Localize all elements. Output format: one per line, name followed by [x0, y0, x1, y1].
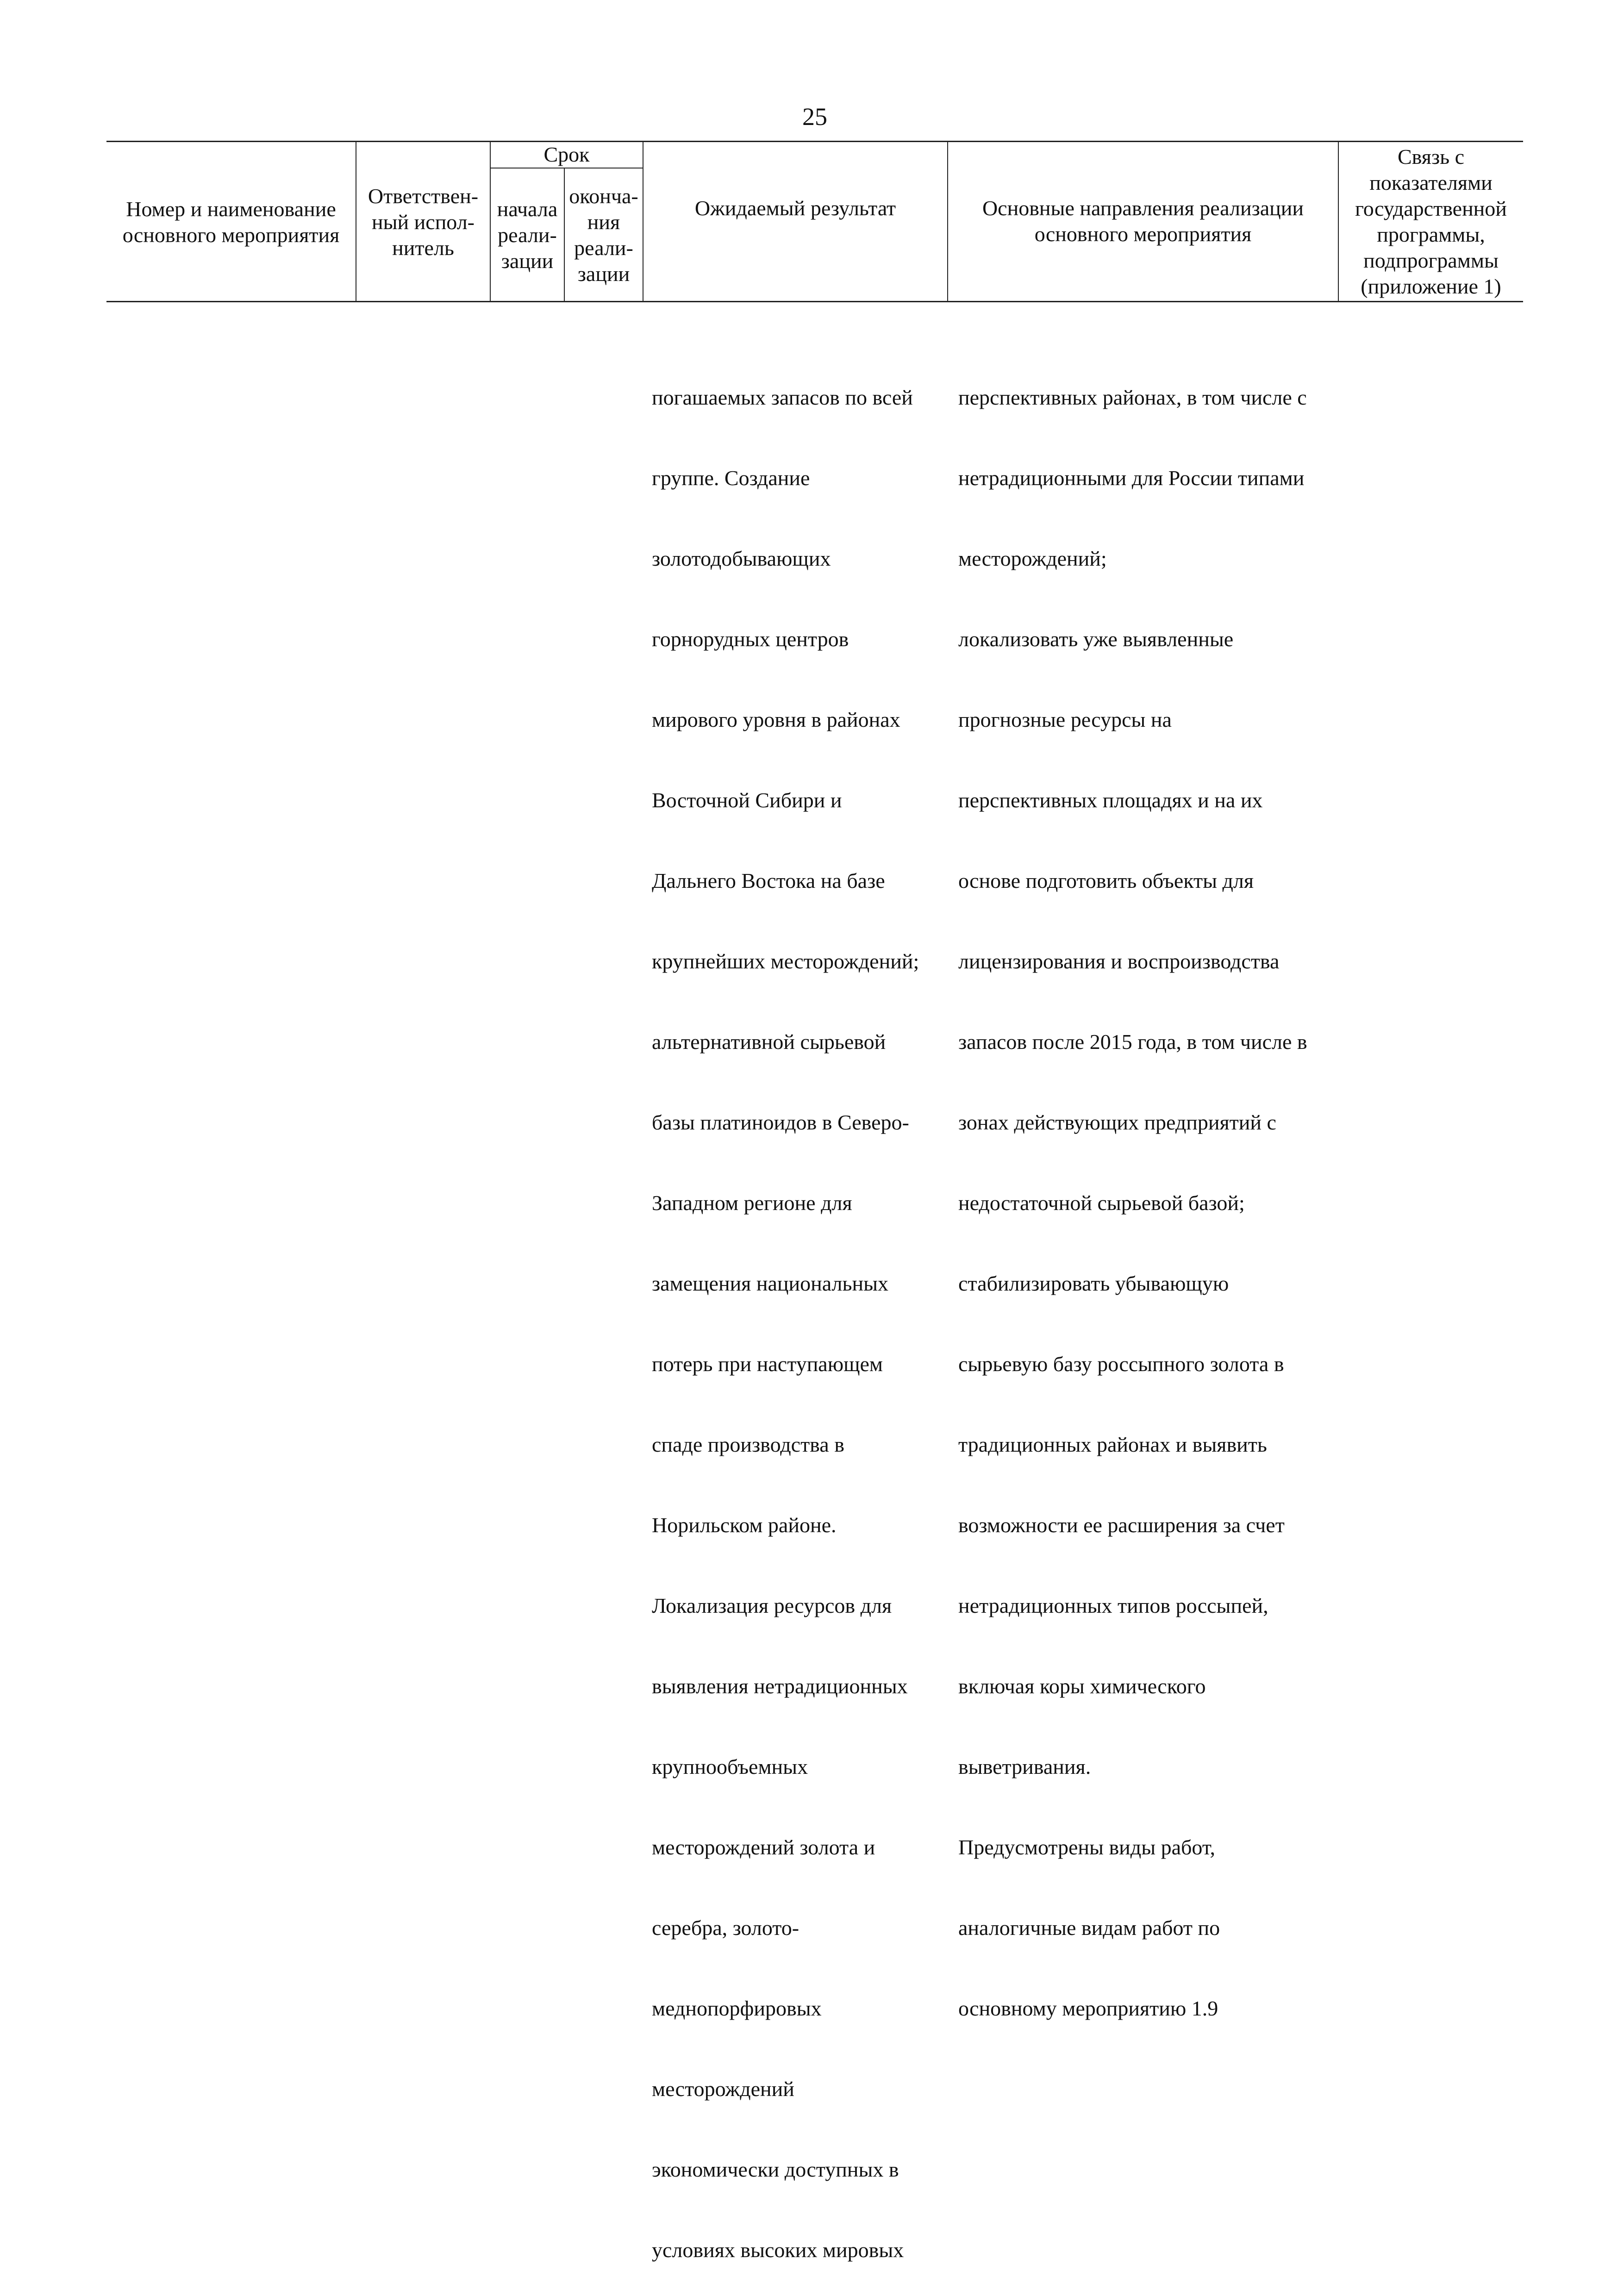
- expected-result-cell: [652, 331, 953, 2296]
- expected-result-line: месторождений: [652, 2077, 794, 2101]
- directions-line: нетрадиционных типов россыпей,: [958, 1594, 1268, 1617]
- expected-result-line: Западном регионе для: [652, 1191, 852, 1215]
- header-col-indicators-link: [1339, 143, 1523, 301]
- header-col-executor-line: Ответствен-: [368, 184, 479, 208]
- header-col-start-line: зации: [501, 249, 554, 273]
- header-col-indicators-link-line: показателями: [1369, 171, 1493, 194]
- header-col-executor-line: нитель: [392, 236, 454, 260]
- directions-line: перспективных районах, в том числе с: [958, 386, 1307, 409]
- expected-result-line: серебра, золото-: [652, 1916, 800, 1940]
- expected-result-line: горнорудных центров: [652, 627, 849, 651]
- header-col-indicators-link-line: Связь с: [1397, 145, 1465, 168]
- header-col-indicators-link-line: подпрограммы: [1363, 249, 1499, 272]
- directions-line: прогнозные ресурсы на: [958, 708, 1172, 731]
- table-header: [106, 141, 1523, 303]
- expected-result-line: мирового уровня в районах: [652, 708, 900, 731]
- directions-line: нетрадиционными для России типами: [958, 466, 1305, 490]
- expected-result-line: потерь при наступающем: [652, 1352, 883, 1376]
- header-col-directions: [948, 168, 1338, 276]
- header-col-end-line: оконча-: [569, 184, 638, 208]
- expected-result-line: экономически доступных в: [652, 2158, 899, 2181]
- header-col-end-line: зации: [577, 262, 630, 286]
- directions-line: запасов после 2015 года, в том числе в: [958, 1030, 1307, 1054]
- expected-result-line: погашаемых запасов по всей: [652, 386, 913, 409]
- header-col-end: [565, 169, 643, 301]
- directions-line: локализовать уже выявленные: [958, 627, 1234, 651]
- header-col-executor-line: ный испол-: [372, 210, 475, 234]
- expected-result-line: Восточной Сибири и: [652, 788, 842, 812]
- directions-line: основному мероприятию 1.9: [958, 1997, 1218, 2020]
- directions-line: аналогичные видам работ по: [958, 1916, 1220, 1940]
- expected-result-line: Локализация ресурсов для: [652, 1594, 892, 1617]
- expected-result-line: группе. Создание: [652, 466, 810, 490]
- header-col-expected-result: [643, 168, 947, 276]
- header-col-expected-result-line: Ожидаемый результат: [694, 196, 896, 220]
- header-col-indicators-link-line: (приложение 1): [1361, 275, 1501, 298]
- directions-line: зонах действующих предприятий с: [958, 1111, 1276, 1134]
- expected-result-line: замещения национальных: [652, 1272, 889, 1295]
- expected-result-line: условиях высоких мировых: [652, 2238, 904, 2262]
- directions-line: выветривания.: [958, 1755, 1091, 1778]
- expected-result-line: крупнейших месторождений;: [652, 949, 919, 973]
- header-col-measure-name: [106, 168, 356, 276]
- expected-result-line: крупнообъемных: [652, 1755, 808, 1778]
- header-col-indicators-link-line: государственной: [1355, 197, 1507, 220]
- directions-line: лицензирования и воспроизводства: [958, 949, 1280, 973]
- expected-result-line: меднопорфировых: [652, 1997, 822, 2020]
- expected-result-line: спаде производства в: [652, 1433, 844, 1456]
- header-col-start-line: начала: [497, 197, 558, 221]
- expected-result-line: базы платиноидов в Северо-: [652, 1111, 909, 1134]
- directions-line: включая коры химического: [958, 1674, 1206, 1698]
- directions-line: основе подготовить объекты для: [958, 869, 1254, 892]
- header-group-term: Срок: [543, 143, 590, 166]
- directions-line: Предусмотрены виды работ,: [958, 1835, 1215, 1859]
- directions-line: недостаточной сырьевой базой;: [958, 1191, 1245, 1215]
- header-col-executor: [356, 168, 490, 276]
- expected-result-line: альтернативной сырьевой: [652, 1030, 886, 1054]
- header-col-measure-name-line: Номер и наименование: [126, 197, 336, 221]
- header-col-indicators-link-line: программы,: [1377, 223, 1485, 246]
- expected-result-line: Дальнего Востока на базе: [652, 869, 885, 892]
- header-col-directions-line: Основные направления реализации: [982, 196, 1304, 220]
- expected-result-line: золотодобывающих: [652, 547, 831, 570]
- header-col-start-line: реали-: [498, 223, 557, 247]
- directions-line: перспективных площадях и на их: [958, 788, 1263, 812]
- header-col-end-line: реали-: [574, 236, 633, 260]
- directions-cell: [958, 331, 1347, 2049]
- expected-result-line: выявления нетрадиционных: [652, 1674, 908, 1698]
- header-col-start: [491, 169, 564, 301]
- directions-line: стабилизировать убывающую: [958, 1272, 1229, 1295]
- header-col-measure-name-line: основного мероприятия: [122, 223, 340, 247]
- header-top-rule: [106, 141, 1523, 142]
- header-bottom-rule: [106, 301, 1523, 302]
- directions-line: возможности ее расширения за счет: [958, 1513, 1285, 1537]
- header-col-end-line: ния: [587, 210, 620, 234]
- page-number: 25: [802, 103, 827, 131]
- expected-result-line: Норильском районе.: [652, 1513, 837, 1537]
- directions-line: месторождений;: [958, 547, 1107, 570]
- directions-line: сырьевую базу россыпного золота в: [958, 1352, 1284, 1376]
- directions-line: традиционных районах и выявить: [958, 1433, 1267, 1456]
- expected-result-line: месторождений золота и: [652, 1835, 875, 1859]
- header-col-directions-line: основного мероприятия: [1034, 222, 1252, 246]
